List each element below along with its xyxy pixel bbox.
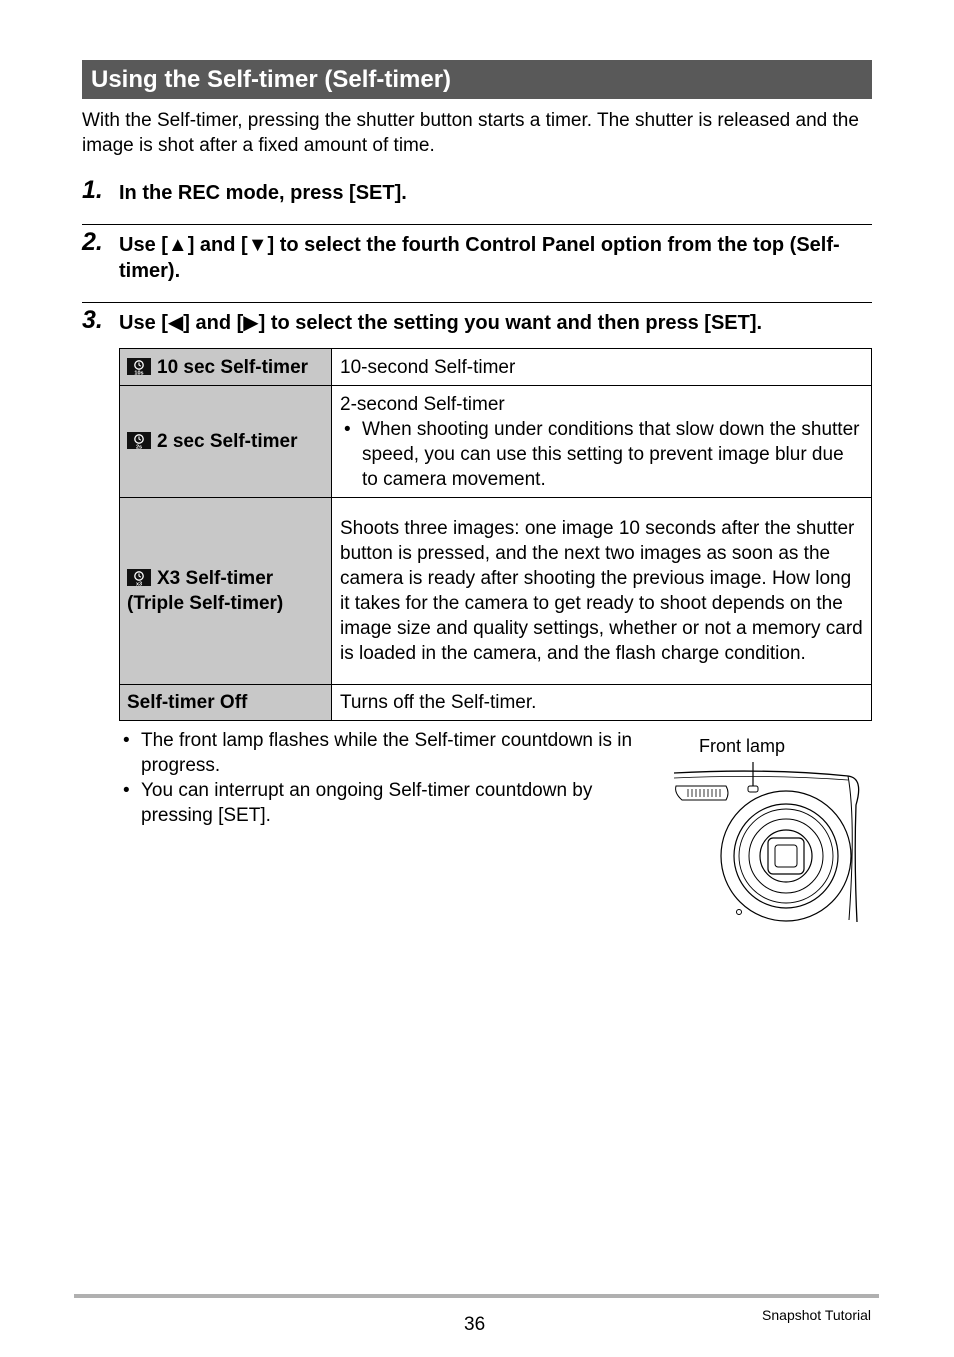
self-timer-settings-table [119, 348, 872, 721]
divider [82, 302, 872, 303]
lens-ring-outer [721, 791, 851, 921]
setting-label [120, 498, 332, 685]
table-row [120, 349, 872, 386]
footer-section-name: Snapshot Tutorial [762, 1307, 871, 1323]
self-timer-10s-icon [127, 358, 151, 375]
table-row [120, 386, 872, 498]
icon-subscript: x3 [135, 581, 143, 586]
lens-ring [734, 804, 838, 908]
icon-subscript: 10s [134, 369, 144, 375]
lens-aperture [768, 838, 804, 874]
setting-description: Turns off the Self-timer. [332, 685, 872, 721]
lens-ring [739, 809, 833, 903]
self-timer-2s-icon [127, 432, 151, 449]
setting-name-secondary: (Triple Self-timer) [127, 593, 284, 614]
step-text: In the REC mode, press [SET]. [119, 182, 407, 204]
self-timer-x3-icon [127, 569, 151, 586]
camera-top-edge [674, 776, 848, 780]
front-lamp [748, 786, 758, 792]
step-number: 2. [82, 228, 103, 256]
table-row [120, 685, 872, 721]
description-bullet: • When shooting under conditions that slow down the shutter speed, you can use this setting to prevent image blur due to camera movement. [340, 417, 863, 492]
setting-description: 10-second Self-timer [332, 349, 872, 386]
table-row [120, 498, 872, 685]
step-text: Use [▲] and [▼] to select the fourth Control Panel option from the top (Self-timer). [119, 234, 840, 282]
page-number: 36 [464, 1314, 486, 1335]
description-text: 2-second Self-timer [340, 393, 505, 415]
microphone-hole [737, 910, 742, 915]
setting-name: 10 sec Self-timer [157, 356, 309, 378]
step-number: 3. [82, 306, 103, 334]
setting-label [120, 386, 332, 498]
setting-description: Shoots three images: one image 10 seconds after the shutter button is pressed, and the next two images as soon as the camera is ready after shooting the previous image. How long it takes for the camera to get ready to shoot depends on the image size and quality settings, whether or not a memory card is loaded in the camera, and the flash charge condition. [332, 498, 872, 685]
lens-aperture-inner [775, 845, 797, 867]
setting-label: Self-timer Off [120, 685, 332, 721]
step-number: 1. [82, 176, 103, 204]
camera-illustration [668, 760, 868, 930]
setting-name: 2 sec Self-timer [157, 431, 298, 452]
divider [82, 224, 872, 225]
icon-subscript: 2s [135, 444, 143, 449]
footer-rule [74, 1294, 879, 1298]
step-text: Use [◀] and [▶] to select the setting you want and then press [SET]. [119, 312, 763, 334]
note-item: • You can interrupt an ongoing Self-timer countdown by pressing [SET]. [119, 778, 649, 828]
setting-label [120, 349, 332, 386]
notes-list [119, 728, 649, 828]
setting-description [332, 386, 872, 498]
note-item: • The front lamp flashes while the Self-timer countdown is in progress. [119, 728, 649, 778]
setting-name: X3 Self-timer [157, 568, 274, 589]
figure-label: Front lamp [699, 736, 786, 756]
intro-paragraph: With the Self-timer, pressing the shutter button starts a timer. The shutter is released and the image is shot after a fixed amount of time. [82, 110, 859, 156]
section-title: Using the Self-timer (Self-timer) [82, 60, 872, 99]
